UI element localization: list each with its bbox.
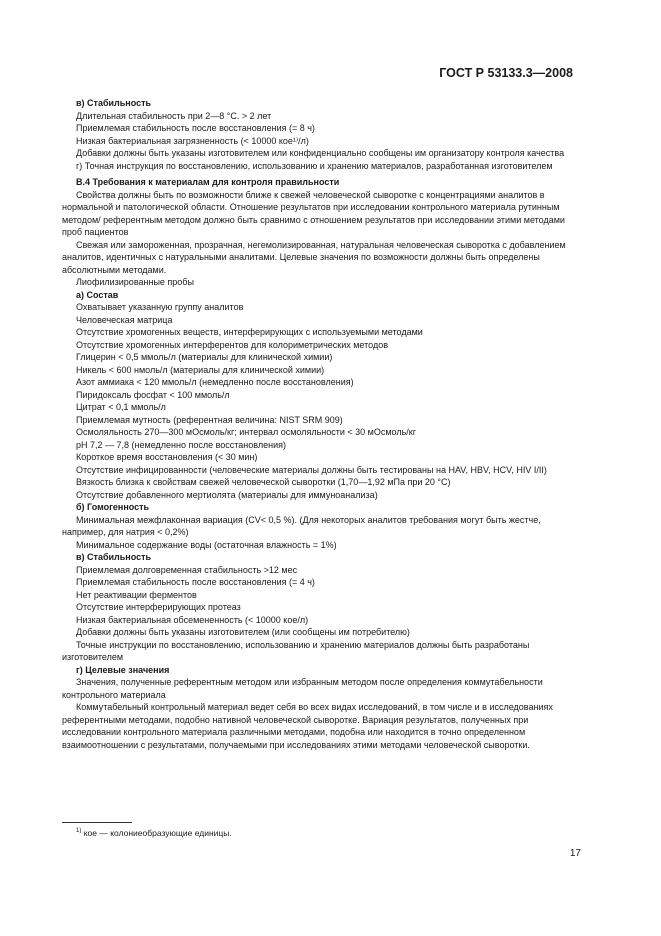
paragraph: Минимальное содержание воды (остаточная влажность = 1%) xyxy=(76,539,337,550)
paragraph: Человеческая матрица xyxy=(76,314,173,325)
paragraph: Приемлемая долговременная стабильность >12 мес xyxy=(76,564,298,575)
document-body xyxy=(62,97,582,751)
paragraph: Короткое время восстановления (< 30 мин) xyxy=(76,452,258,462)
paragraph: Свойства должны быть по возможности ближе к свежей человеческой сыворотке с концентрациями аналитов в нормальной и патологической области. Отношение результатов при исследовании контрольного материала рутинным методом/ референтным методом должно быть сравнимо с отношением результатов при исследовании этими методами проб пациентов xyxy=(62,189,565,237)
page-number: 17 xyxy=(569,848,581,859)
paragraph: Отсутствие добавленного мертиолята (материалы для иммуноанализа) xyxy=(76,489,378,500)
paragraph: Приемлемая мутность (референтная величина: NIST SRM 909) xyxy=(76,414,343,425)
footnote-separator xyxy=(62,822,132,823)
paragraph: Низкая бактериальная загрязненность (< 10000 кое¹⁾/л) xyxy=(76,135,309,146)
paragraph: Отсутствие интерферирующих протеаз xyxy=(76,602,241,612)
paragraph: Минимальная межфлаконная вариация (CV< 0,5 %). (Для некоторых аналитов требования могут быть жестче, например, для натрия < 0,2%) xyxy=(62,514,541,537)
paragraph: Глицерин < 0,5 ммоль/л (материалы для клинической химии) xyxy=(76,352,333,362)
paragraph: Никель < 600 нмоль/л (материалы для клинической химии) xyxy=(76,364,325,375)
footnote-mark: 1) xyxy=(76,828,82,835)
section-heading: г) Целевые значения xyxy=(76,664,170,675)
section-heading: в) Стабильность xyxy=(76,98,152,108)
paragraph: Отсутствие хромогенных веществ, интерферирующих с используемыми методами xyxy=(76,327,423,337)
paragraph: Свежая или замороженная, прозрачная, негемолизированная, натуральная человеческая сыворотка с добавлением аналитов, идентичных с натуральными аналитами. Целевые значения по возможности должны быть определены абсолютными методами. xyxy=(62,239,566,275)
section-heading: В.4 Требования к материалам для контроля правильности xyxy=(76,177,340,187)
section-heading: в) Стабильность xyxy=(76,552,152,562)
paragraph: Приемлемая стабильность после восстановления (= 8 ч) xyxy=(76,123,315,133)
footnote-text: кое — колониеобразующие единицы. xyxy=(83,828,232,838)
section-heading: а) Состав xyxy=(76,289,119,300)
section-heading: б) Гомогенность xyxy=(76,502,150,512)
paragraph: Пиридоксаль фосфат < 100 ммоль/л xyxy=(76,389,230,400)
paragraph: Приемлемая стабильность после восстановления (= 4 ч) xyxy=(76,577,315,587)
paragraph: Коммутабельный контрольный материал ведет себя во всех видах исследований, в том числе и в исследованиях референтными методами, подобно нативной человеческой сыворотке. Вариация результатов, полученных при исследовании контрольного материала различными методами, подобна или находится в точно определенном взаимоотношении с результатами, получаемыми при исследованиях этими методами человеческой сыворотки. xyxy=(62,702,553,750)
paragraph: Отсутствие хромогенных интерферентов для колориметрических методов xyxy=(76,339,388,350)
paragraph: г) Точная инструкция по восстановлению, использованию и хранению материалов, разработанная изготовителем xyxy=(76,160,553,171)
paragraph: Точные инструкции по восстановлению, использованию и хранению материалов должны быть разработаны изготовителем xyxy=(62,639,530,662)
paragraph: Добавки должны быть указаны изготовителем (или сообщены им потребителю) xyxy=(76,627,410,637)
footnote xyxy=(76,828,232,838)
paragraph: Вязкость близка к свойствам свежей человеческой сыворотки (1,70—1,92 мПа при 20 °С) xyxy=(76,477,451,487)
paragraph: рН 7,2 — 7,8 (немедленно после восстановления) xyxy=(76,439,286,450)
paragraph: Охватывает указанную группу аналитов xyxy=(76,302,244,312)
paragraph: Цитрат < 0,1 ммоль/л xyxy=(76,402,166,412)
paragraph: Нет реактивации ферментов xyxy=(76,589,197,600)
paragraph: Добавки должны быть указаны изготовителем или конфиденциально сообщены им организатору контроля качества xyxy=(76,148,565,158)
paragraph: Осмоляльность 270—300 мОсмоль/кг; интервал осмоляльности < 30 мОсмоль/кг xyxy=(76,427,416,437)
paragraph: Низкая бактериальная обсемененность (< 10000 кое/л) xyxy=(76,614,309,625)
paragraph: Азот аммиака < 120 ммоль/л (немедленно после восстановления) xyxy=(76,377,354,387)
page-header: ГОСТ Р 53133.3—2008 xyxy=(439,66,573,80)
paragraph: Длительная стабильность при 2—8 °С. > 2 лет xyxy=(76,110,272,121)
paragraph: Лиофилизированные пробы xyxy=(76,277,194,287)
paragraph: Отсутствие инфицированности (человеческие материалы должны быть тестированы на HAV, HBV, HCV, HIV I/II) xyxy=(76,464,547,475)
paragraph: Значения, полученные референтным методом или избранным методом после определения коммутабельности контрольного материала xyxy=(62,677,543,700)
